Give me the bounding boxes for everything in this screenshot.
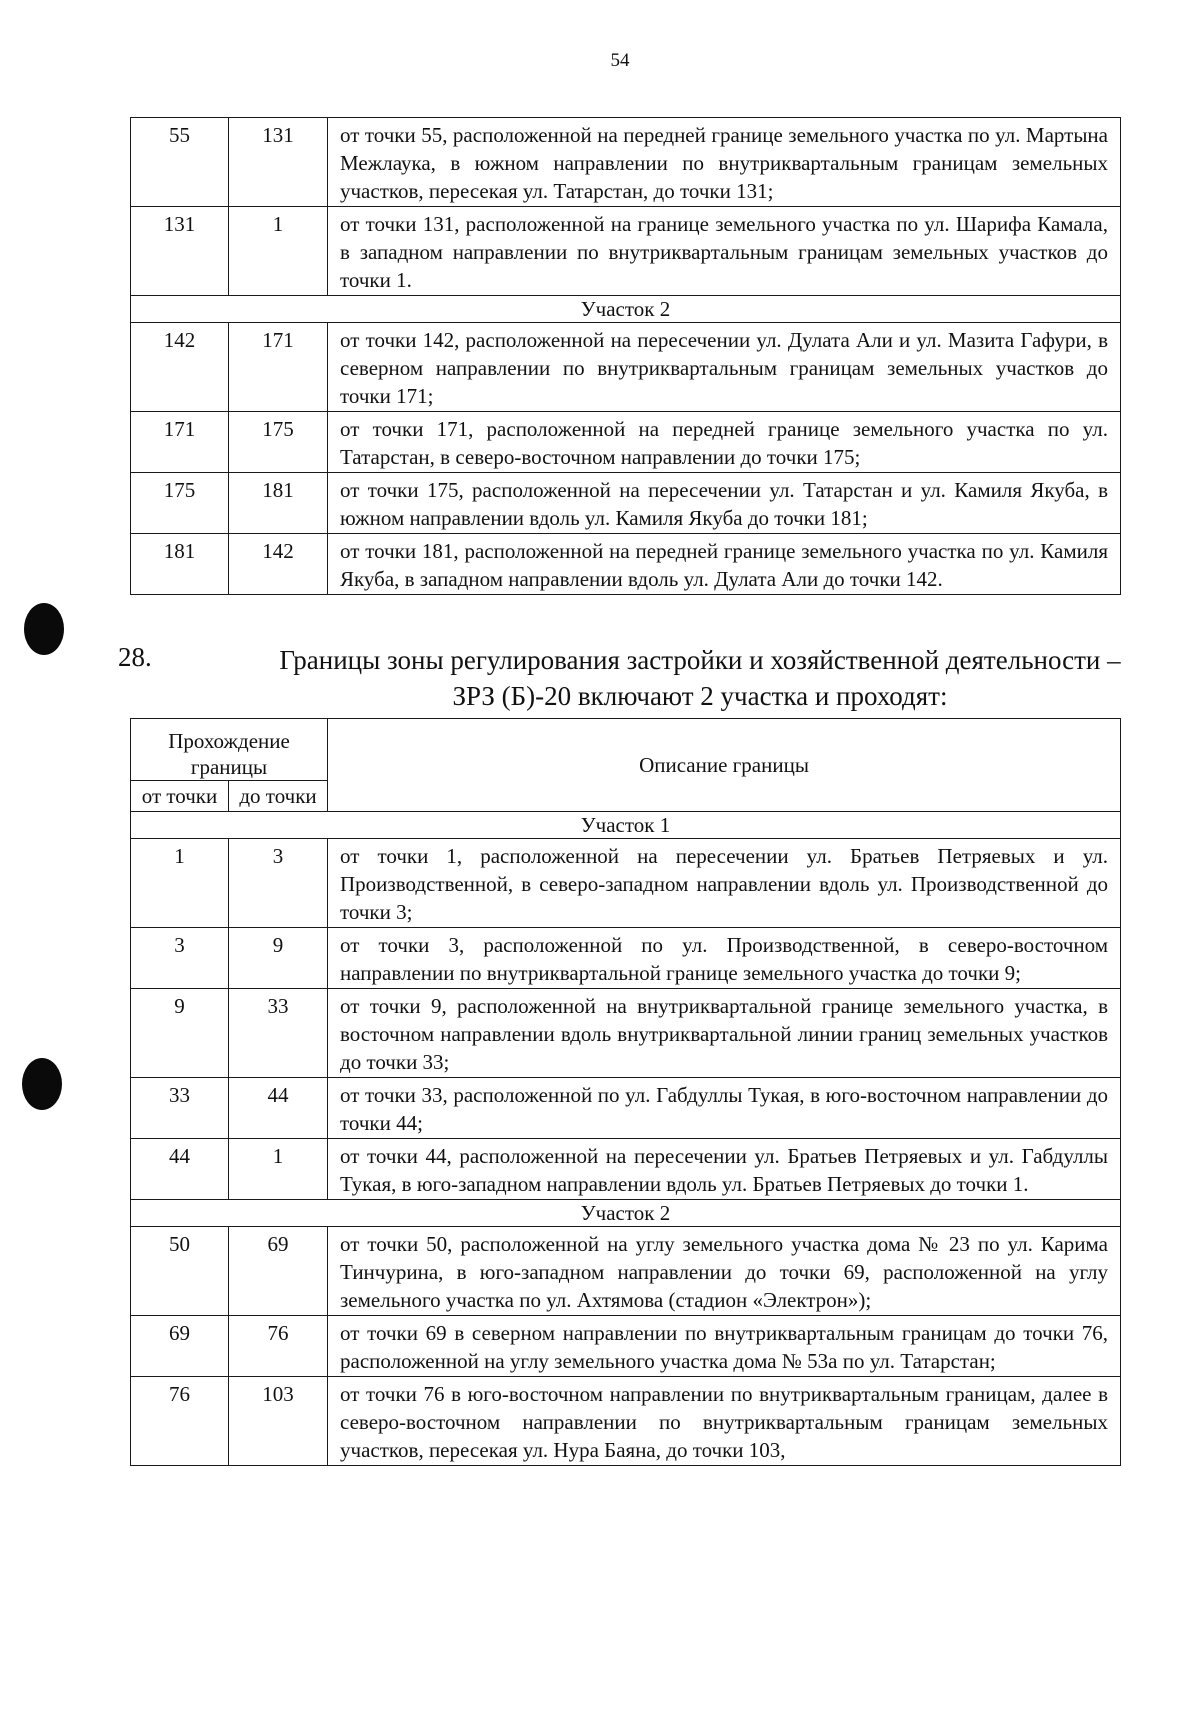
boundary-description: от точки 181, расположенной на передней границе земельного участка по ул. Камиля Якуба, в западном направлении вдоль ул. Дулата Али до точки 142. (328, 534, 1121, 595)
from-point: 175 (131, 473, 229, 534)
boundary-description: от точки 69 в северном направлении по внутриквартальным границам до точки 76, расположенной на углу земельного участка дома № 53а по ул. Татарстан; (328, 1316, 1121, 1377)
boundary-description: от точки 131, расположенной на границе земельного участка по ул. Шарифа Камала, в западном направлении по внутриквартальным границам земельных участков до точки 1. (328, 207, 1121, 296)
from-point: 76 (131, 1377, 229, 1466)
to-point: 171 (229, 323, 328, 412)
punch-hole-mark (24, 603, 64, 655)
from-point: 171 (131, 412, 229, 473)
from-point: 33 (131, 1078, 229, 1139)
table-row (131, 1078, 1121, 1139)
boundary-description: от точки 1, расположенной на пересечении ул. Братьев Петряевых и ул. Производственной, в северо-западном направлении вдоль ул. Производственной до точки 3; (328, 839, 1121, 928)
table-row (131, 989, 1121, 1078)
section-label: Участок 2 (131, 296, 1121, 323)
from-point: 181 (131, 534, 229, 595)
to-point: 131 (229, 118, 328, 207)
table-row (131, 1139, 1121, 1200)
table-row (131, 1377, 1121, 1466)
header-to-point: до точки (229, 781, 328, 812)
boundary-description: от точки 50, расположенной на углу земельного участка дома № 23 по ул. Карима Тинчурина, в юго-западном направлении до точки 69, расположенной на углу земельного участка по ул. Ахтямова (стадион «Электрон»); (328, 1227, 1121, 1316)
to-point: 69 (229, 1227, 328, 1316)
boundary-table (130, 718, 1121, 1466)
table-row (131, 839, 1121, 928)
table-row (131, 534, 1121, 595)
from-point: 44 (131, 1139, 229, 1200)
table-row (131, 412, 1121, 473)
boundary-description: от точки 142, расположенной на пересечении ул. Дулата Али и ул. Мазита Гафури, в северном направлении по внутриквартальным границам земельных участков до точки 171; (328, 323, 1121, 412)
boundary-description: от точки 3, расположенной по ул. Производственной, в северо-восточном направлении по внутриквартальной границе земельного участка до точки 9; (328, 928, 1121, 989)
boundary-description: от точки 76 в юго-восточном направлении по внутриквартальным границам, далее в северо-восточном направлении по внутриквартальным границам земельных участков, пересекая ул. Нура Баяна, до точки 103, (328, 1377, 1121, 1466)
section-label: Участок 2 (131, 1200, 1121, 1227)
table-row (131, 207, 1121, 296)
boundary-description: от точки 44, расположенной на пересечении ул. Братьев Петряевых и ул. Габдуллы Тукая, в юго-западном направлении вдоль ул. Братьев Петряевых до точки 1. (328, 1139, 1121, 1200)
from-point: 69 (131, 1316, 229, 1377)
table-row (131, 1316, 1121, 1377)
to-point: 1 (229, 207, 328, 296)
to-point: 33 (229, 989, 328, 1078)
section-row (131, 296, 1121, 323)
boundary-description: от точки 175, расположенной на пересечении ул. Татарстан и ул. Камиля Якуба, в южном направлении вдоль ул. Камиля Якуба до точки 181; (328, 473, 1121, 534)
from-point: 142 (131, 323, 229, 412)
boundary-description: от точки 33, расположенной по ул. Габдуллы Тукая, в юго-восточном направлении до точки 44; (328, 1078, 1121, 1139)
table-row (131, 118, 1121, 207)
page-number: 54 (610, 50, 630, 71)
table-row (131, 323, 1121, 412)
section-row (131, 812, 1121, 839)
to-point: 9 (229, 928, 328, 989)
to-point: 142 (229, 534, 328, 595)
section-row (131, 1200, 1121, 1227)
from-point: 3 (131, 928, 229, 989)
table-header-row (131, 719, 1121, 781)
to-point: 3 (229, 839, 328, 928)
to-point: 103 (229, 1377, 328, 1466)
section-title: Границы зоны регулирования застройки и хозяйственной деятельности – ЗРЗ (Б)-20 включают 2 участка и проходят: (279, 645, 1121, 711)
from-point: 1 (131, 839, 229, 928)
from-point: 131 (131, 207, 229, 296)
boundary-table-continued (130, 117, 1121, 595)
from-point: 9 (131, 989, 229, 1078)
table-row (131, 473, 1121, 534)
from-point: 55 (131, 118, 229, 207)
section-number: 28. (118, 642, 152, 672)
header-description: Описание границы (328, 719, 1121, 812)
table-row (131, 1227, 1121, 1316)
boundary-description: от точки 9, расположенной на внутриквартальной границе земельного участка, в восточном направлении вдоль внутриквартальной линии границ земельных участков до точки 33; (328, 989, 1121, 1078)
section-label: Участок 1 (131, 812, 1121, 839)
to-point: 44 (229, 1078, 328, 1139)
to-point: 175 (229, 412, 328, 473)
from-point: 50 (131, 1227, 229, 1316)
table-row (131, 928, 1121, 989)
punch-hole-mark (22, 1058, 62, 1110)
to-point: 181 (229, 473, 328, 534)
to-point: 76 (229, 1316, 328, 1377)
to-point: 1 (229, 1139, 328, 1200)
boundary-description: от точки 55, расположенной на передней границе земельного участка по ул. Мартына Межлаука, в южном направлении по внутриквартальным границам земельных участков, пересекая ул. Татарстан, до точки 131; (328, 118, 1121, 207)
header-from-point: от точки (131, 781, 229, 812)
header-boundary-passage: Прохождение границы (131, 719, 328, 781)
boundary-description: от точки 171, расположенной на передней границе земельного участка по ул. Татарстан, в северо-восточном направлении до точки 175; (328, 412, 1121, 473)
